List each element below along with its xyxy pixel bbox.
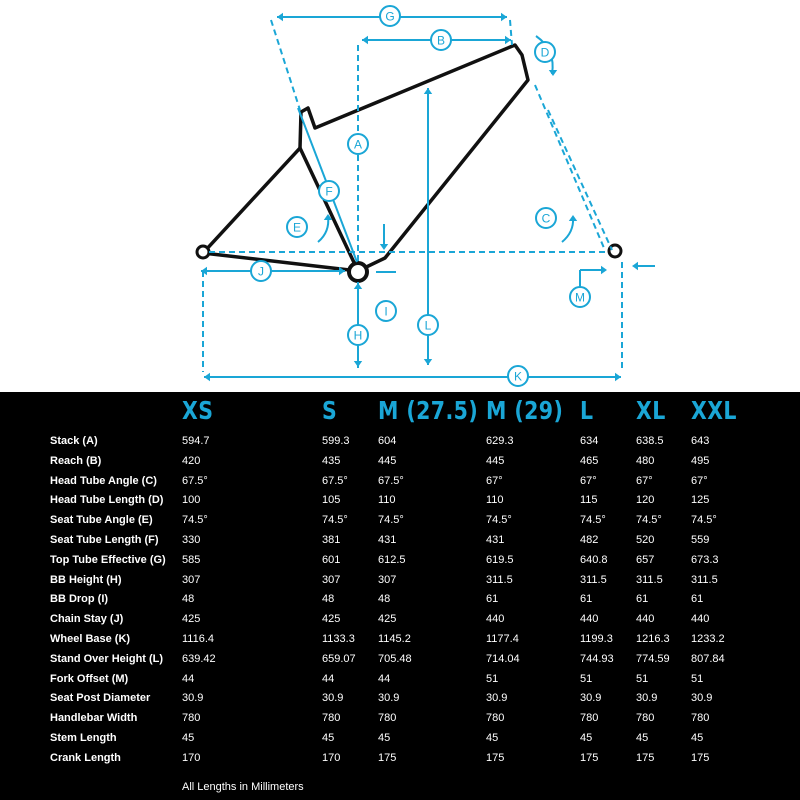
dim-label-b: B	[436, 33, 446, 48]
dim-label-f: F	[325, 184, 333, 199]
arrow-head	[424, 88, 432, 94]
table-cell: 74.5°	[182, 514, 208, 527]
table-cell: 440	[486, 613, 505, 626]
dim-label-l: L	[424, 318, 432, 333]
table-cell: 61	[486, 593, 499, 606]
table-cell: 1177.4	[486, 633, 519, 645]
table-cell: 61	[636, 593, 649, 606]
size-header: L	[580, 396, 594, 425]
table-cell: 714.04	[486, 652, 520, 665]
table-cell: 1199.3	[580, 633, 613, 645]
table-cell: 1216.3	[636, 633, 670, 645]
table-cell: 45	[580, 732, 593, 744]
dim-label-c: C	[541, 211, 551, 226]
table-cell: 48	[322, 593, 335, 606]
units-note: All Lengths in Millimeters	[182, 781, 304, 793]
table-cell: 30.9	[486, 692, 508, 705]
table-cell: 774.59	[636, 652, 670, 665]
table-cell: 74.5°	[636, 514, 662, 527]
table-cell: 311.5	[691, 573, 718, 586]
table-cell: 170	[182, 751, 201, 764]
table-cell: 30.9	[691, 692, 713, 705]
table-cell: 311.5	[486, 573, 513, 586]
table-cell: 594.7	[182, 435, 210, 447]
row-label: Reach (B)	[50, 454, 102, 467]
table-cell: 435	[322, 454, 341, 467]
arrow-head	[601, 266, 607, 274]
dim-label-d: D	[540, 45, 550, 60]
row-label: Top Tube Effective (G)	[50, 553, 166, 566]
table-cell: 45	[691, 732, 704, 744]
table-cell: 105	[322, 494, 341, 507]
table-cell: 67°	[691, 474, 708, 487]
table-cell: 482	[580, 534, 599, 546]
row-label: Chain Stay (J)	[50, 613, 124, 626]
table-cell: 431	[486, 534, 505, 546]
table-cell: 440	[691, 613, 710, 626]
arrow-head	[354, 283, 362, 289]
table-cell: 51	[580, 672, 593, 685]
table-cell: 175	[486, 751, 505, 764]
table-cell: 74.5°	[378, 514, 404, 527]
size-header: XS	[182, 396, 214, 425]
arrow-head	[277, 13, 283, 21]
table-cell: 48	[378, 593, 391, 606]
dim-steer-axis-2	[548, 110, 612, 250]
bike-frame	[197, 45, 621, 281]
table-cell: 599.3	[322, 435, 350, 447]
table-cell: 744.93	[580, 652, 614, 665]
dim-c-arc	[562, 218, 573, 242]
table-cell: 440	[636, 613, 655, 626]
row-label: Fork Offset (M)	[50, 672, 129, 685]
rear-axle	[197, 246, 209, 258]
table-cell: 659.07	[322, 652, 356, 665]
row-label: Stand Over Height (L)	[50, 652, 164, 665]
table-cell: 30.9	[580, 692, 602, 705]
dim-label-e: E	[292, 220, 302, 235]
table-cell: 657	[636, 553, 655, 566]
size-header: XXL	[691, 396, 737, 425]
table-cell: 74.5°	[486, 514, 512, 527]
table-cell: 170	[322, 751, 341, 764]
dimension-labels	[251, 6, 590, 386]
size-header: XL	[636, 396, 666, 425]
table-cell: 175	[580, 751, 599, 764]
table-cell: 629.3	[486, 435, 514, 447]
table-cell: 175	[636, 751, 655, 764]
table-cell: 780	[580, 712, 599, 725]
row-label: Seat Tube Angle (E)	[50, 514, 153, 527]
table-cell: 45	[182, 732, 195, 744]
table-cell: 639.42	[182, 652, 216, 665]
row-label: Wheel Base (K)	[50, 633, 131, 645]
table-cell: 619.5	[486, 553, 514, 566]
table-cell: 44	[182, 672, 195, 685]
row-label: Handlebar Width	[50, 712, 138, 725]
table-cell: 110	[378, 494, 396, 507]
table-cell: 61	[691, 593, 704, 606]
table-cell: 604	[378, 435, 397, 447]
table-cell: 431	[378, 534, 397, 546]
table-cell: 125	[691, 494, 710, 507]
table-cell: 100	[182, 494, 201, 507]
row-label: Head Tube Angle (C)	[50, 474, 157, 487]
table-cell: 45	[486, 732, 499, 744]
table-cell: 643	[691, 435, 710, 447]
row-label: Crank Length	[50, 751, 121, 764]
dim-label-a: A	[353, 137, 363, 152]
table-cell: 44	[378, 672, 391, 685]
table-cell: 311.5	[636, 573, 663, 586]
arrow-head	[204, 373, 210, 381]
table-cell: 520	[636, 534, 655, 546]
row-label: Stem Length	[50, 732, 117, 744]
row-label: Seat Tube Length (F)	[50, 534, 159, 546]
table-cell: 673.3	[691, 553, 719, 566]
table-cell: 559	[691, 534, 710, 546]
table-cell: 495	[691, 454, 710, 467]
table-cell: 1233.2	[691, 633, 725, 645]
table-cell: 307	[322, 573, 341, 586]
geometry-table	[0, 392, 800, 800]
table-cell: 67°	[580, 474, 597, 487]
arrow-head	[505, 36, 511, 44]
dim-label-g: G	[385, 9, 395, 24]
table-cell: 45	[636, 732, 649, 744]
table-cell: 440	[580, 613, 599, 626]
table-cell: 445	[378, 454, 397, 467]
row-label: Stack (A)	[50, 435, 98, 447]
table-cell: 612.5	[378, 553, 406, 566]
table-cell: 44	[322, 672, 335, 685]
table-cell: 480	[636, 454, 655, 467]
size-header: M (29)	[486, 396, 564, 425]
table-cell: 780	[691, 712, 710, 725]
dim-label-m: M	[575, 290, 585, 305]
table-cell: 67.5°	[378, 474, 404, 487]
table-cell: 45	[378, 732, 391, 744]
table-cell: 780	[182, 712, 201, 725]
table-cell: 175	[378, 751, 397, 764]
arrow-head	[632, 262, 638, 270]
table-cell: 1133.3	[322, 633, 355, 645]
table-cell: 45	[322, 732, 335, 744]
table-cell: 1145.2	[378, 633, 411, 645]
dim-label-h: H	[353, 328, 363, 343]
row-label: Head Tube Length (D)	[50, 494, 164, 507]
table-cell: 634	[580, 435, 599, 447]
table-cell: 445	[486, 454, 505, 467]
table-cell: 585	[182, 553, 201, 566]
geometry-svg	[0, 0, 800, 392]
table-cell: 780	[636, 712, 655, 725]
table-cell: 67°	[636, 474, 653, 487]
frame-outline	[203, 45, 528, 271]
size-header: M (27.5)	[378, 396, 479, 425]
table-cell: 74.5°	[322, 514, 348, 527]
arrow-head	[424, 359, 432, 365]
table-cell: 307	[182, 573, 201, 586]
table-cell: 640.8	[580, 553, 608, 566]
dim-label-k: K	[513, 369, 523, 384]
table-cell: 67.5°	[182, 474, 208, 487]
table-cell: 61	[580, 593, 593, 606]
table-cell: 115	[580, 494, 598, 507]
size-header: S	[322, 396, 338, 425]
table-cell: 601	[322, 553, 341, 566]
arrow-head	[569, 215, 577, 221]
table-cell: 74.5°	[691, 514, 717, 527]
row-label: BB Height (H)	[50, 573, 122, 586]
dim-g-ext	[271, 20, 300, 110]
table-cell: 1116.4	[182, 633, 215, 645]
table-cell: 425	[378, 613, 397, 626]
dim-g-ext-right	[510, 20, 512, 45]
dim-label-j: J	[258, 264, 264, 279]
arrow-head	[362, 36, 368, 44]
table-cell: 425	[182, 613, 201, 626]
table-cell: 780	[486, 712, 505, 725]
frame-geometry-diagram	[0, 0, 800, 392]
arrow-head	[354, 361, 362, 367]
bottom-bracket	[349, 263, 367, 281]
table-cell: 311.5	[580, 573, 607, 586]
table-cell: 175	[691, 751, 710, 764]
row-label: Seat Post Diameter	[50, 692, 151, 705]
table-cell: 51	[691, 672, 704, 685]
arrow-head	[380, 244, 388, 250]
arrow-head	[549, 70, 557, 76]
table-cell: 780	[378, 712, 397, 725]
table-cell: 420	[182, 454, 201, 467]
dim-label-i: I	[384, 304, 388, 319]
arrow-head	[615, 373, 621, 381]
table-cell: 74.5°	[580, 514, 606, 527]
table-cell: 780	[322, 712, 341, 725]
table-cell: 307	[378, 573, 397, 586]
table-cell: 807.84	[691, 652, 725, 665]
table-cell: 30.9	[322, 692, 344, 705]
table-cell: 30.9	[182, 692, 204, 705]
table-cell: 67°	[486, 474, 503, 487]
table-cell: 425	[322, 613, 341, 626]
table-cell: 330	[182, 534, 201, 546]
table-cell: 67.5°	[322, 474, 348, 487]
table-cell: 51	[636, 672, 649, 685]
table-cell: 48	[182, 593, 195, 606]
table-cell: 51	[486, 672, 499, 685]
table-cell: 705.48	[378, 652, 412, 665]
table-cell: 638.5	[636, 435, 664, 447]
table-cell: 381	[322, 534, 341, 546]
table-cell: 465	[580, 454, 599, 467]
row-label: BB Drop (I)	[50, 593, 109, 606]
table-cell: 120	[636, 494, 655, 507]
table-cell: 30.9	[378, 692, 400, 705]
table-cell: 30.9	[636, 692, 658, 705]
arrow-head	[501, 13, 507, 21]
table-cell: 110	[486, 494, 504, 507]
